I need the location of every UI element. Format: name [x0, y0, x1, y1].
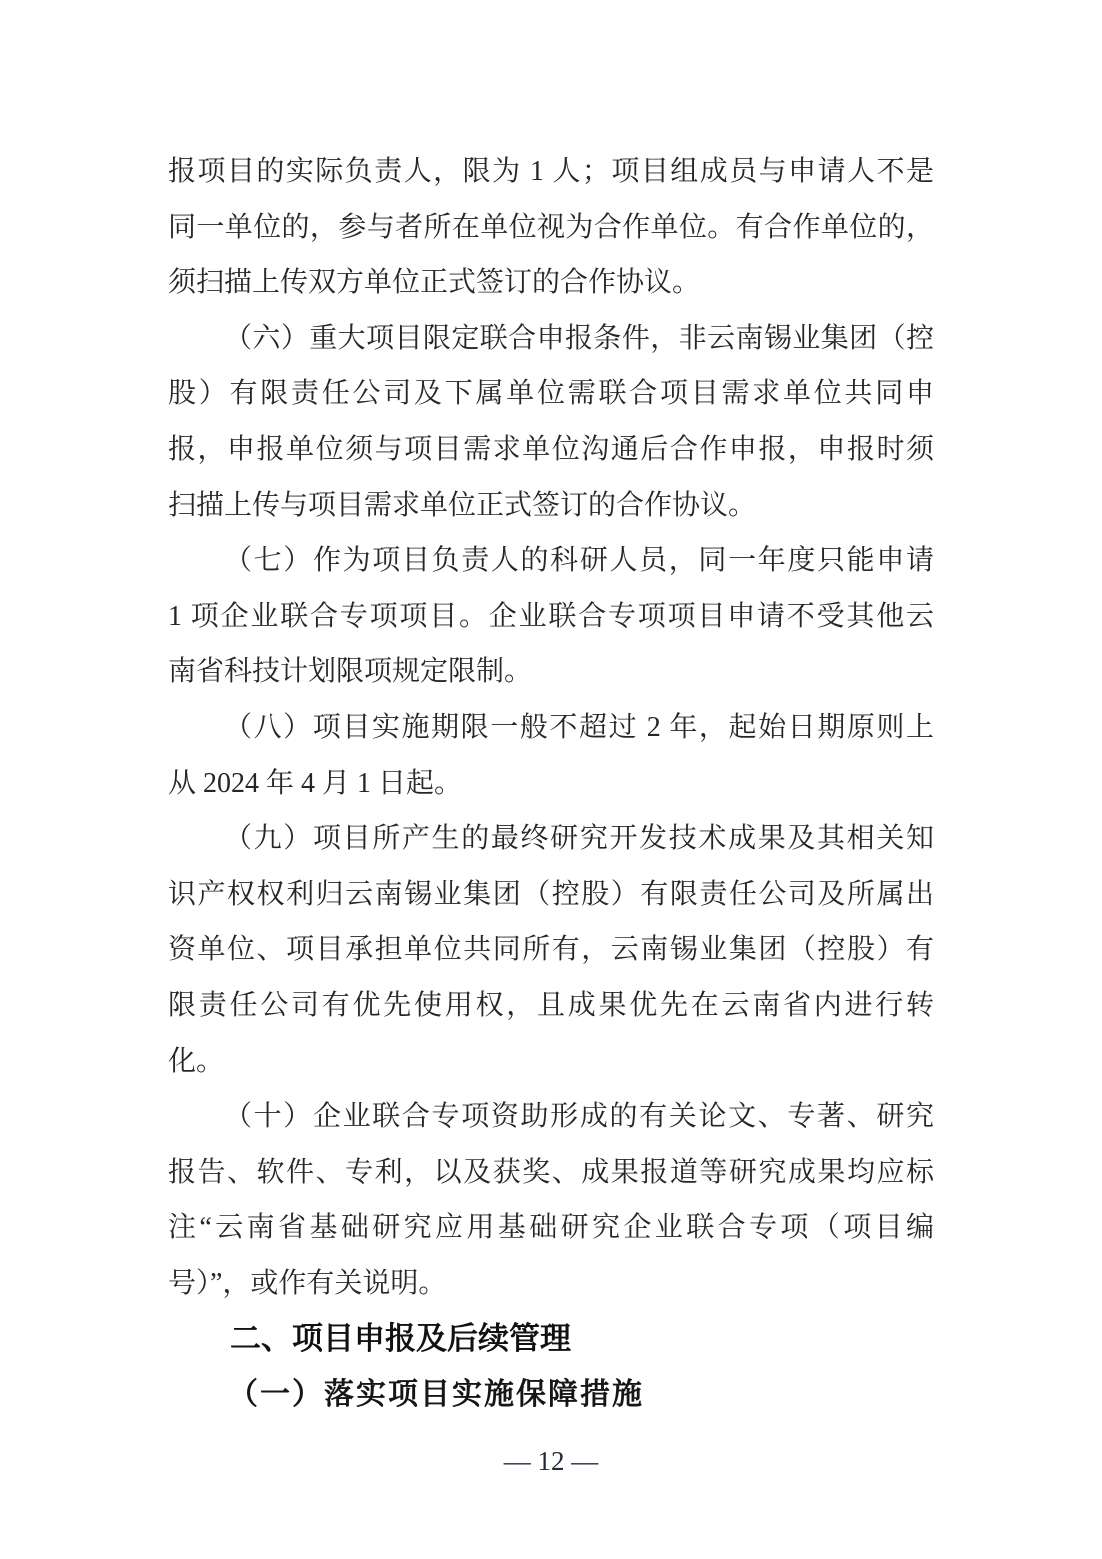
text-line: 同一单位的，参与者所在单位视为合作单位。有合作单位的， [168, 211, 934, 243]
text-line: （十）企业联合专项资助形成的有关论文、专著、研究 [224, 1101, 934, 1133]
text-line: （七）作为项目负责人的科研人员，同一年度只能申请 [224, 545, 934, 577]
text-line: （九）项目所产生的最终研究开发技术成果及其相关知 [224, 823, 934, 855]
text-line: （八）项目实施期限一般不超过 2 年，起始日期原则上 [224, 711, 934, 743]
text-line: 识产权权利归云南锡业集团（控股）有限责任公司及所属出 [168, 878, 934, 910]
text-line: 报项目的实际负责人，限为 1 人；项目组成员与申请人不是 [168, 156, 934, 187]
text-line: 注“云南省基础研究应用基础研究企业联合专项（项目编 [168, 1212, 934, 1244]
text-line: （六）重大项目限定联合申报条件，非云南锡业集团（控 [224, 322, 934, 354]
text-line: 资单位、项目承担单位共同所有，云南锡业集团（控股）有 [168, 934, 934, 966]
text-line: 报，申报单位须与项目需求单位沟通后合作申报，申报时须 [168, 433, 934, 465]
text-line: 股）有限责任公司及下属单位需联合项目需求单位共同申 [168, 378, 934, 410]
text-line: 二、项目申报及后续管理 [230, 1321, 571, 1357]
text-line: （一）落实项目实施保障措施 [228, 1378, 644, 1412]
text-line: 从 2024 年 4 月 1 日起。 [168, 767, 463, 799]
text-line: 限责任公司有优先使用权，且成果优先在云南省内进行转 [168, 989, 934, 1021]
text-line: 报告、软件、专利，以及获奖、成果报道等研究成果均应标 [168, 1156, 934, 1188]
document-body [168, 144, 934, 1423]
text-line: 号）”，或作有关说明。 [168, 1267, 447, 1299]
text-line: 化。 [168, 1045, 225, 1077]
text-line: 扫描上传与项目需求单位正式签订的合作协议。 [168, 489, 757, 521]
text-line: 1 项企业联合专项项目。企业联合专项项目申请不受其他云 [168, 600, 934, 632]
text-line: 须扫描上传双方单位正式签订的合作协议。 [168, 267, 701, 299]
page-number: — 12 — [503, 1446, 599, 1476]
text-line: 南省科技计划限项规定限制。 [168, 656, 533, 688]
